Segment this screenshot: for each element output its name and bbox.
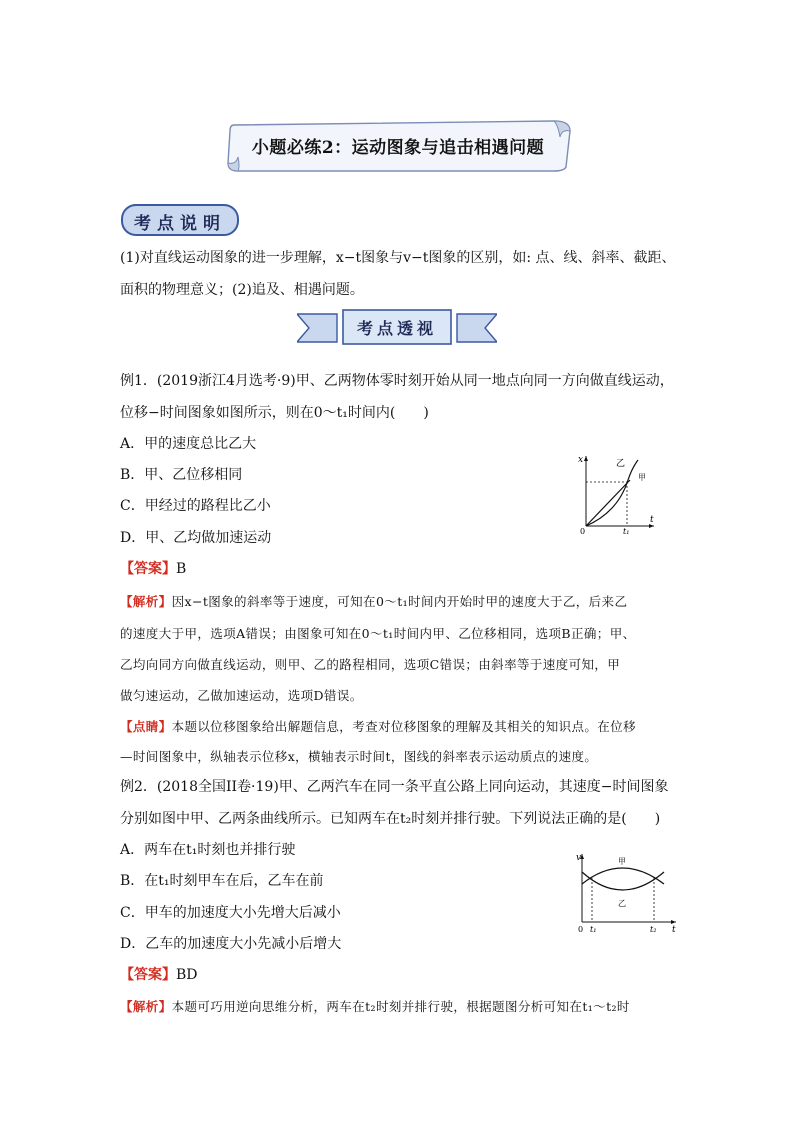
example1-analysis-2: 的速度大于甲，选项A错误；由图象可知在0～t₁时间内甲、乙位移相同，选项B正确；甲、 [120,626,636,641]
example1-stem-2: 位移−时间图象如图所示，则在0～t₁时间内( ) [120,405,429,421]
section-badge [120,203,240,237]
xt-graph-figure [570,450,660,535]
vt-graph-figure [572,850,682,935]
fig1-label-jia: 甲 [638,473,646,482]
example1-answer [120,559,186,579]
example2-analysis-1 [120,997,630,1017]
fig2-x-label: t [672,925,676,935]
example1-analysis-4: 做匀速运动，乙做加速运动，选项D错误。 [120,688,363,703]
example1-option-a: A．甲的速度总比乙大 [120,436,257,452]
note-tag: 【点睛】 [120,719,172,734]
curve-yi [582,872,664,890]
example1-option-c: C．甲经过的路程比乙小 [120,498,271,514]
example2-stem-2: 分别如图中甲、乙两条曲线所示。已知两车在t₂时刻并排行驶。下列说法正确的是( ) [120,811,661,827]
t-axis-arrow-icon [671,920,676,924]
fig2-label-jia: 甲 [618,857,626,866]
title-scroll [224,115,572,175]
analysis-tag: 【解析】 [120,999,172,1014]
curve-yi [586,460,638,526]
analysis-tag: 【解析】 [120,594,172,609]
answer-value: B [176,561,187,577]
example1-note-1 [120,717,636,737]
fig2-label-yi: 乙 [618,899,626,908]
section-ribbon [297,308,497,348]
x-axis-arrow-icon [584,456,588,461]
example2-answer [120,965,198,985]
section-ribbon-label: 考点透视 [356,319,437,338]
example2-option-d: D．乙车的加速度大小先减小后增大 [120,936,342,952]
fig2-y-label: v [576,853,582,863]
fig1-tick-t1: t₁ [623,527,630,535]
example1-analysis-3: 乙均向同方向做直线运动，则甲、乙的路程相同，选项C错误；由斜率等于速度可知，甲 [120,657,621,672]
example2-option-b: B．在t₁时刻甲车在后，乙车在前 [120,873,324,889]
fig2-origin: 0 [578,925,584,934]
example1-note-2: —时间图象中，纵轴表示位移x，横轴表示时间t，图线的斜率表示运动质点的速度。 [120,749,598,764]
analysis-text: 本题可巧用逆向思维分析，两车在t₂时刻并排行驶，根据题图分析可知在t₁～t₂时 [171,999,630,1014]
example2-option-c: C．甲车的加速度大小先增大后减小 [120,905,341,921]
analysis-text: 因x−t图象的斜率等于速度，可知在0～t₁时间内开始时甲的速度大于乙，后来乙 [171,594,628,609]
example2-stem-1: 例2．(2018全国II卷·19)甲、乙两汽车在同一条平直公路上同向运动，其速度−时间图象 [120,779,669,795]
page-title: 小题必练2：运动图象与追击相遇问题 [251,138,545,158]
fig2-tick-t1: t₁ [590,925,597,934]
section-badge-label: 考点说明 [134,214,226,234]
fig1-y-label: x [578,455,584,465]
fig2-tick-t2: t₂ [650,925,657,934]
line-jia [586,480,630,526]
fig1-label-yi: 乙 [616,459,626,469]
intro-line-2: 面积的物理意义；(2)追及、相遇问题。 [120,282,364,298]
answer-value: BD [176,967,198,983]
example1-analysis-1 [120,592,627,612]
fig1-x-label: t [650,515,654,525]
example2-option-a: A．两车在t₁时刻也并排行驶 [120,842,296,858]
answer-tag: 【答案】 [120,967,176,983]
note-text: 本题以位移图象给出解题信息，考查对位移图象的理解及其相关的知识点。在位移 [171,719,637,734]
example1-stem-1: 例1．(2019浙江4月选考·9)甲、乙两物体零时刻开始从同一地点向同一方向做直线运动， [120,373,674,389]
example1-option-b: B．甲、乙位移相同 [120,467,243,483]
example1-option-d: D．甲、乙均做加速运动 [120,530,272,546]
intro-line-1: (1)对直线运动图象的进一步理解，x−t图象与v−t图象的区别，如: 点、线、斜率、截距、 [120,250,676,266]
fig1-origin: 0 [580,527,586,535]
answer-tag: 【答案】 [120,561,176,577]
